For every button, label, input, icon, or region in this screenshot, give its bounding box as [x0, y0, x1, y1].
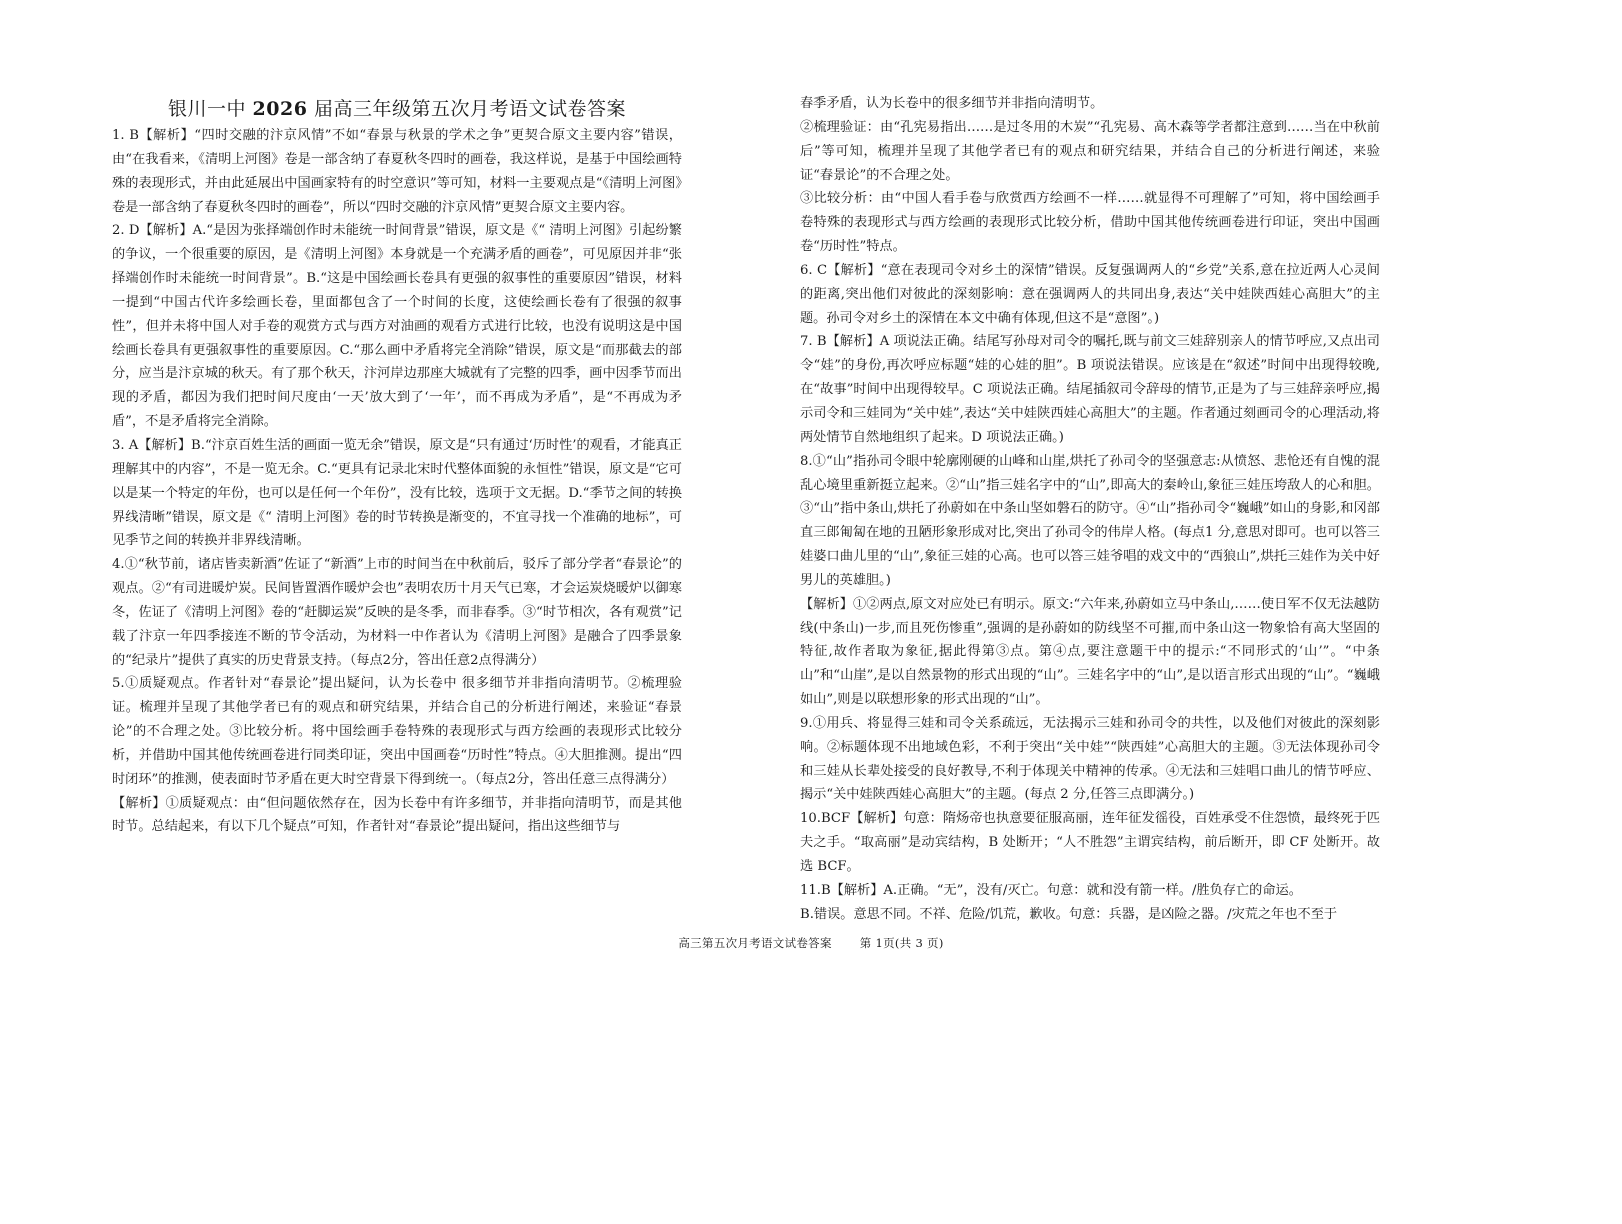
left-column [112, 96, 682, 839]
answer-6: 6. C【解析】“意在表现司令对乡土的深情”错误。反复强调两人的“乡党”关系,意在拉近两人心灵间的距离,突出他们对彼此的深刻影响：意在强调两人的共同出身,表达“关中娃陕西娃心高胆大”的主题。孙司令对乡土的深情在本文中确有体现,但这不是“意图”。) [800, 262, 1380, 326]
answer-2: 2. D【解析】A.“是因为张择端创作时未能统一时间背景”错误，原文是《“ 清明上河图》引起纷繁的争议，一个很重要的原因，是《清明上河图》本身就是一个充满矛盾的画卷”，可见原因并非“张择端创作时未能统一时间背景”。B.“这是中国绘画长卷具有更强的叙事性的重要原因”错误，材料一提到“中国古代许多绘画长卷，里面都包含了一个时间的长度，这使绘画长卷有了很强的叙事性”，但并未将中国人对手卷的观赏方式与西方对油画的观看方式进行比较，也没有说明这是中国绘画长卷具有更强叙事性的重要原因。C.“那么画中矛盾将完全消除”错误，原文是“而那截去的部分，应当是汴京城的秋天。有了那个秋天，汴河岸边那座大城就有了完整的四季，画中因季节而出现的矛盾，都因为我们把时间尺度由‘一天’放大到了‘一年’，而不再成为矛盾”，是“不再成为矛盾”，不是矛盾将完全消除。 [112, 223, 682, 430]
answer-8: 8.①“山”指孙司令眼中轮廓刚硬的山峰和山崖,烘托了孙司令的坚强意志:从愤怒、悲怆还有自愧的混乱心境里重新挺立起来。②“山”指三娃名字中的“山”,即高大的秦岭山,象征三娃压垮敌人的心和胆。③“山”指中条山,烘托了孙蔚如在中条山坚如磐石的防守。④“山”指孙司令“巍峨”如山的身影,和冈部直三郎匍匐在地的丑陋形象形成对比,突出了孙司令的伟岸人格。(每点1 分,意思对即可。也可以答三娃婆口曲儿里的“山”,象征三娃的心高。也可以答三娃爷唱的戏文中的“西狼山”,烘托三娃作为关中好男儿的英雄胆。) [800, 453, 1380, 588]
answer-5-point-3: ③比较分析：由“中国人看手卷与欣赏西方绘画不一样……就显得不可理解了”可知，将中国绘画手卷特殊的表现形式与西方绘画的表现形式比较分析，借助中国其他传统画卷进行印证，突出中国画卷“历时性”特点。 [800, 191, 1380, 255]
answer-5-point-2: ②梳理验证：由“孔宪易指出……是过冬用的木炭”“孔宪易、高木森等学者都注意到……当在中秋前后”等可知，梳理并呈现了其他学者已有的观点和研究结果，并结合自己的分析进行阐述，来验证“春景论”的不合理之处。 [800, 119, 1380, 183]
footer-exam-name: 高三第五次月考语文试卷答案 [678, 936, 832, 950]
answer-7: 7. B【解析】A 项说法正确。结尾写孙母对司令的嘱托,既与前文三娃辞别亲人的情节呼应,又点出司令“娃”的身份,再次呼应标题“娃的心娃的胆”。B 项说法错误。应该是在“叙述”时间中出现得较晚,在“故事”时间中出现得较早。C 项说法正确。结尾插叙司令辞母的情节,正是为了与三娃辞亲呼应,揭示司令和三娃同为“关中娃”,表达“关中娃陕西娃心高胆大”的主题。作者通过刻画司令的心理活动,将两处情节自然地组织了起来。D 项说法正确。) [800, 334, 1380, 445]
answer-5-explanation-cont: 春季矛盾，认为长卷中的很多细节并非指向清明节。 [800, 96, 1104, 111]
answer-5-explanation: 【解析】①质疑观点：由“但问题依然存在，因为长卷中有许多细节，并非指向清明节，而是其他时节。总结起来，有以下几个疑点”可知，作者针对“春景论”提出疑问，指出这些细节与 [112, 795, 682, 835]
footer-page-number: 第 1页(共 3 页) [859, 936, 944, 950]
answer-9: 9.①用兵、将显得三娃和司令关系疏远，无法揭示三娃和孙司令的共性，以及他们对彼此的深刻影响。②标题体现不出地域色彩，不利于突出“关中娃”“陕西娃”心高胆大的主题。③无法体现孙司令和三娃从长辈处接受的良好教导,不利于体现关中精神的传承。④无法和三娃唱口曲儿的情节呼应、揭示“关中娃陕西娃心高胆大”的主题。(每点 2 分,任答三点即满分。) [800, 715, 1380, 803]
page-title [112, 96, 682, 122]
answer-5: 5.①质疑观点。作者针对“春景论”提出疑问，认为长卷中 很多细节并非指向清明节。②梳理验证。梳理并呈现了其他学者已有的观点和研究结果，并结合自己的分析进行阐述，来验证“春景论”的不合理之处。③比较分析。将中国绘画手卷特殊的表现形式与西方绘画的表现形式比较分析，并借助中国其他传统画卷进行同类印证，突出中国画卷“历时性”特点。④大胆推测。提出“四时闭环”的推测，使表面时节矛盾在更大时空背景下得到统一。（每点2分，答出任意三点得满分） [112, 676, 682, 787]
page-footer [0, 935, 1622, 951]
title-year: 2026 [252, 98, 308, 120]
right-column [800, 92, 1380, 927]
answer-1: 1. B【解析】“四时交融的汴京风情”不如“春景与秋景的学术之争”更契合原文主要内容”错误，由“在我看来，《清明上河图》卷是一部含纳了春夏秋冬四时的画卷，我这样说，是基于中国绘画特殊的表现形式，并由此延展出中国画家特有的时空意识”等可知，材料一主要观点是“《清明上河图》卷是一部含纳了春夏秋冬四时的画卷”，所以“四时交融的汴京风情”更契合原文主要内容。 [112, 128, 682, 215]
answer-4: 4.①“秋节前，诸店皆卖新酒”佐证了“新酒”上市的时间当在中秋前后，驳斥了部分学者“春景论”的观点。②“有司进暖炉炭。民间皆置酒作暖炉会也”表明农历十月天气已寒，才会运炭烧暖炉以御寒冬，佐证了《清明上河图》卷的“赶脚运炭”反映的是冬季，而非春季。③“时节相次，各有观赏”记载了汴京一年四季接连不断的节令活动，为材料一中作者认为《清明上河图》是融合了四季景象的“纪录片”提供了真实的历史背景支持。（每点2分，答出任意2点得满分） [112, 557, 682, 668]
answer-10: 10.BCF【解析】句意：隋炀帝也执意要征服高丽，连年征发徭役，百姓承受不住怨愤，最终死于匹夫之手。“取高丽”是动宾结构，B 处断开；“人不胜怨”主谓宾结构，前后断开，即 CF 处断开。故选 BCF。 [800, 811, 1380, 874]
answer-3: 3. A【解析】B.“汴京百姓生活的画面一览无余”错误，原文是“只有通过‘历时性’的观看，才能真正理解其中的内容”，不是一览无余。C.“更具有记录北宋时代整体面貌的永恒性”错误，原文是“它可以是某一个特定的年份，也可以是任何一个年份”，没有比较，选项于文无据。D.“季节之间的转换界线清晰”错误，原文是《“ 清明上河图》卷的时节转换是渐变的，不宜寻找一个准确的地标”，可见季节之间的转换并非界线清晰。 [112, 437, 682, 549]
answer-8-explanation: 【解析】①②两点,原文对应处已有明示。原文:“六年来,孙蔚如立马中条山,……使日军不仅无法越防线(中条山)一步,而且死伤惨重”,强调的是孙蔚如的防线坚不可摧,而中条山这一物象恰有高大坚固的特征,故作者取为象征,据此得第③点。第④点,要注意题干中的提示:“不同形式的‘山’”。“中条山”和“山崖”,是以自然景物的形式出现的“山”。三娃名字中的“山”,是以语言形式出现的“山”。“巍峨如山”,则是以联想形象的形式出现的“山”。 [800, 596, 1380, 708]
title-suffix: 届高三年级第五次月考语文试卷答案 [313, 98, 626, 120]
title-prefix: 银川一中 [167, 98, 246, 120]
answer-11: 11.B【解析】A.正确。“无”，没有/灭亡。句意：就和没有箭一样。/胜负存亡的命运。 [800, 882, 1302, 898]
answer-11-b: B.错误。意思不同。不祥、危险/饥荒，歉收。句意：兵器，是凶险之器。/灾荒之年也不至于 [800, 906, 1338, 922]
